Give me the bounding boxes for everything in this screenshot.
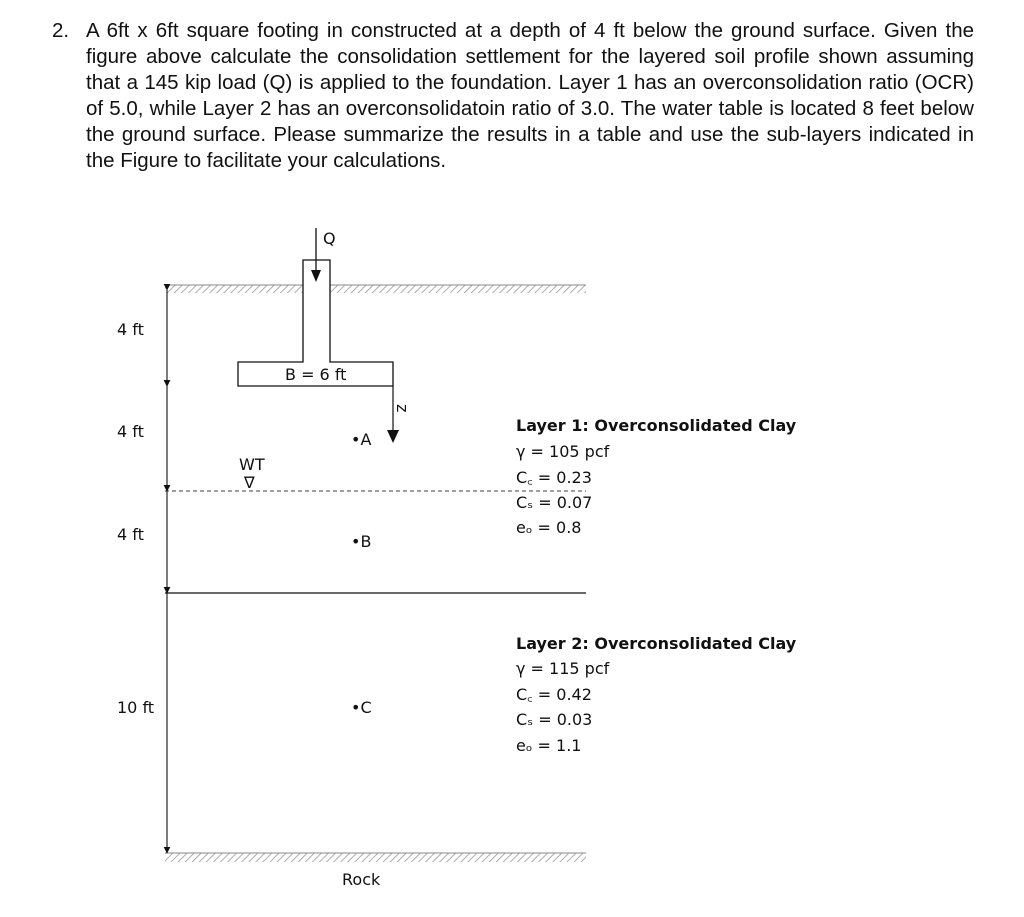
point-a: •A xyxy=(351,430,372,449)
dimension-label-1: 4 ft xyxy=(117,320,144,339)
layer-1-title: Layer 1: Overconsolidated Clay xyxy=(516,416,797,435)
rock-label: Rock xyxy=(342,870,381,889)
z-axis-arrow xyxy=(387,386,399,443)
layer-2-cs: Cₛ = 0.03 xyxy=(516,710,593,729)
load-label: Q xyxy=(323,229,336,248)
water-table-label: WT xyxy=(239,455,265,474)
point-c: •C xyxy=(351,698,372,717)
layer-1-properties xyxy=(516,416,797,537)
layer-2-eo: eₒ = 1.1 xyxy=(516,736,582,755)
z-axis-label: z xyxy=(393,404,412,413)
footing-width-label: B = 6 ft xyxy=(285,365,347,384)
layer-1-gamma: γ = 105 pcf xyxy=(516,442,610,461)
dimension-label-3: 4 ft xyxy=(117,525,144,544)
layer-2-gamma: γ = 115 pcf xyxy=(516,659,610,678)
dimension-label-4: 10 ft xyxy=(117,698,155,717)
layer-2-cc: C꜀ = 0.42 xyxy=(516,685,592,704)
layer-1-cc: C꜀ = 0.23 xyxy=(516,468,592,487)
layer-1-cs: Cₛ = 0.07 xyxy=(516,493,593,512)
ground-surface xyxy=(165,285,586,293)
dimension-label-2: 4 ft xyxy=(117,422,144,441)
problem-number: 2. xyxy=(52,19,70,42)
layer-2-properties xyxy=(516,634,797,755)
problem-text: A 6ft x 6ft square footing in constructed at a depth of 4 ft below the ground surface. Given the figure above calculate the consolidation settlement for the layered soil profile shown assuming that a 145 kip load (Q) is applied to the foundation. Layer 1 has an overconsolidation ratio (OCR) of 5.0, while Layer 2 has an overconsolidatoin ratio of 3.0. The water table is located 8 feet below the ground surface. Please summarize the results in a table and use the sub-layers indicated in the Figure to facilitate your calculations. xyxy=(86,19,974,172)
layer-2-title: Layer 2: Overconsolidated Clay xyxy=(516,634,797,653)
water-table-symbol: ∇ xyxy=(244,473,255,492)
point-b: •B xyxy=(351,532,372,551)
layer-1-eo: eₒ = 0.8 xyxy=(516,518,582,537)
rock-surface xyxy=(165,853,586,862)
